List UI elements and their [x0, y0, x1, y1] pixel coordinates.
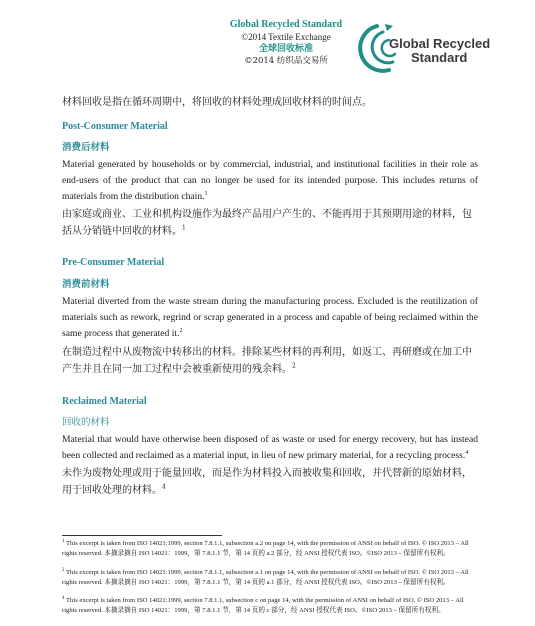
footnote-divider: [62, 535, 222, 536]
section-body-reclaimed: [62, 432, 478, 464]
body-text: Material generated by households or by commercial, industrial, and institutional facilities in their role as end-users of the product that can no longer be used for its intended purpose. This includes returns of materials from the distribution chain.: [62, 159, 478, 202]
footnote-ref: 4: [465, 449, 469, 456]
body-text-zh: 未作为废物处理或用于能量回收，而是作为材料投入而被收集和回收，并代替新的原始材料，用于回收处理的材料。: [62, 468, 472, 496]
footnote-4: [62, 596, 480, 615]
body-text: Material diverted from the waste stream during the manufacturing process. Excluded is the reutilization of materials such as rework, regrind or scrap generated in a process and capable of being reclaimed within the same process that generated it.: [62, 296, 478, 339]
footnote-ref: 1: [204, 190, 208, 197]
section-heading-reclaimed: Reclaimed Material: [62, 396, 147, 407]
footnote-number: 1: [62, 538, 65, 544]
footnote-text: This excerpt is taken from ISO 14021:1999, section 7.8.1.1, subsection c on page 14, with the permission of ANSI on behalf of ISO. © ISO 2013 – All rights reserved. 本摘录摘自 ISO 14021：1999，第 7.8.1.1 节，第 14 页的 c 部分，经 ANSI 授权代表 ISO。©ISO 2013 – 保留所有权利。: [62, 597, 464, 614]
section-heading-pre-consumer-zh: 消费前材料: [62, 279, 110, 290]
footnote-number: 2: [62, 567, 65, 573]
section-heading-reclaimed-zh: 回收的材料: [62, 417, 110, 428]
logo-line1: Global Recycled: [389, 36, 491, 51]
section-body-pre-consumer-zh: [62, 344, 478, 378]
section-body-pre-consumer: [62, 294, 478, 342]
section-body-post-consumer: [62, 157, 478, 205]
footnote-text: This excerpt is taken from ISO 14021:1999, section 7.8.1.1, subsection a.1 on page 14, with the permission of ANSI on behalf of ISO. © ISO 2013 – All rights reserved. 本摘录摘自 ISO 14021：1999，第 7.8.1.1 节，第 14 页的 a.1 部分，经 ANSI 授权代表 ISO。©ISO 2013 – 保留所有权利。: [62, 569, 469, 586]
header-title: Global Recycled Standard: [229, 19, 343, 30]
header-copyright-zh: ©2014 纺织品交易所: [244, 56, 328, 66]
section-body-reclaimed-zh: [62, 465, 478, 499]
page-header: [221, 19, 351, 67]
section-heading-post-consumer: Post-Consumer Material: [62, 121, 168, 132]
section-heading-pre-consumer: Pre-Consumer Material: [62, 257, 165, 268]
footnote-2: [62, 568, 480, 587]
body-text-zh: 由家庭或商业、工业和机构设施作为最终产品用户产生的、不能再用于其预期用途的材料，包括从分销链中回收的材料。: [62, 209, 472, 237]
body-text: Material that would have otherwise been disposed of as waste or used for energy recovery, but has instead been collected and reclaimed as a material input, in lieu of new primary material, for a recycling process.: [62, 434, 478, 461]
footnote-ref: 2: [179, 327, 183, 334]
footnote-ref: 1: [182, 224, 186, 232]
intro-text-zh: 材料回收是指在循环周期中，将回收的材料处理成回收材料的时间点。: [62, 97, 372, 108]
footnote-text: This excerpt is taken from ISO 14021:1999, section 7.8.1.1, subsection a.2 on page 14, with the permission of ANSI on behalf of ISO. © ISO 2013 – All rights reserved. 本摘录摘自 ISO 14021：1999，第 7.8.1.1 节，第 14 页的 a.2 部分，经 ANSI 授权代表 ISO。©ISO 2013 – 保留所有权利。: [62, 540, 469, 557]
footnote-number: 4: [62, 595, 65, 601]
global-recycled-standard-logo: [359, 18, 491, 78]
footnote-1: [62, 539, 480, 558]
body-text-zh: 在制造过程中从废物流中转移出的材料。排除某些材料的再利用，如返工、再研磨或在加工中产生并且在同一加工过程中会被重新使用的残余料。: [62, 347, 472, 375]
footnote-ref: 2: [292, 362, 296, 370]
footnote-ref: 4: [162, 483, 166, 491]
logo-line2: Standard: [411, 50, 468, 65]
section-heading-post-consumer-zh: 消费后材料: [62, 142, 110, 153]
header-copyright: ©2014 Textile Exchange: [241, 32, 331, 42]
section-body-post-consumer-zh: [62, 206, 478, 240]
header-title-zh: 全球回收标准: [258, 44, 313, 54]
